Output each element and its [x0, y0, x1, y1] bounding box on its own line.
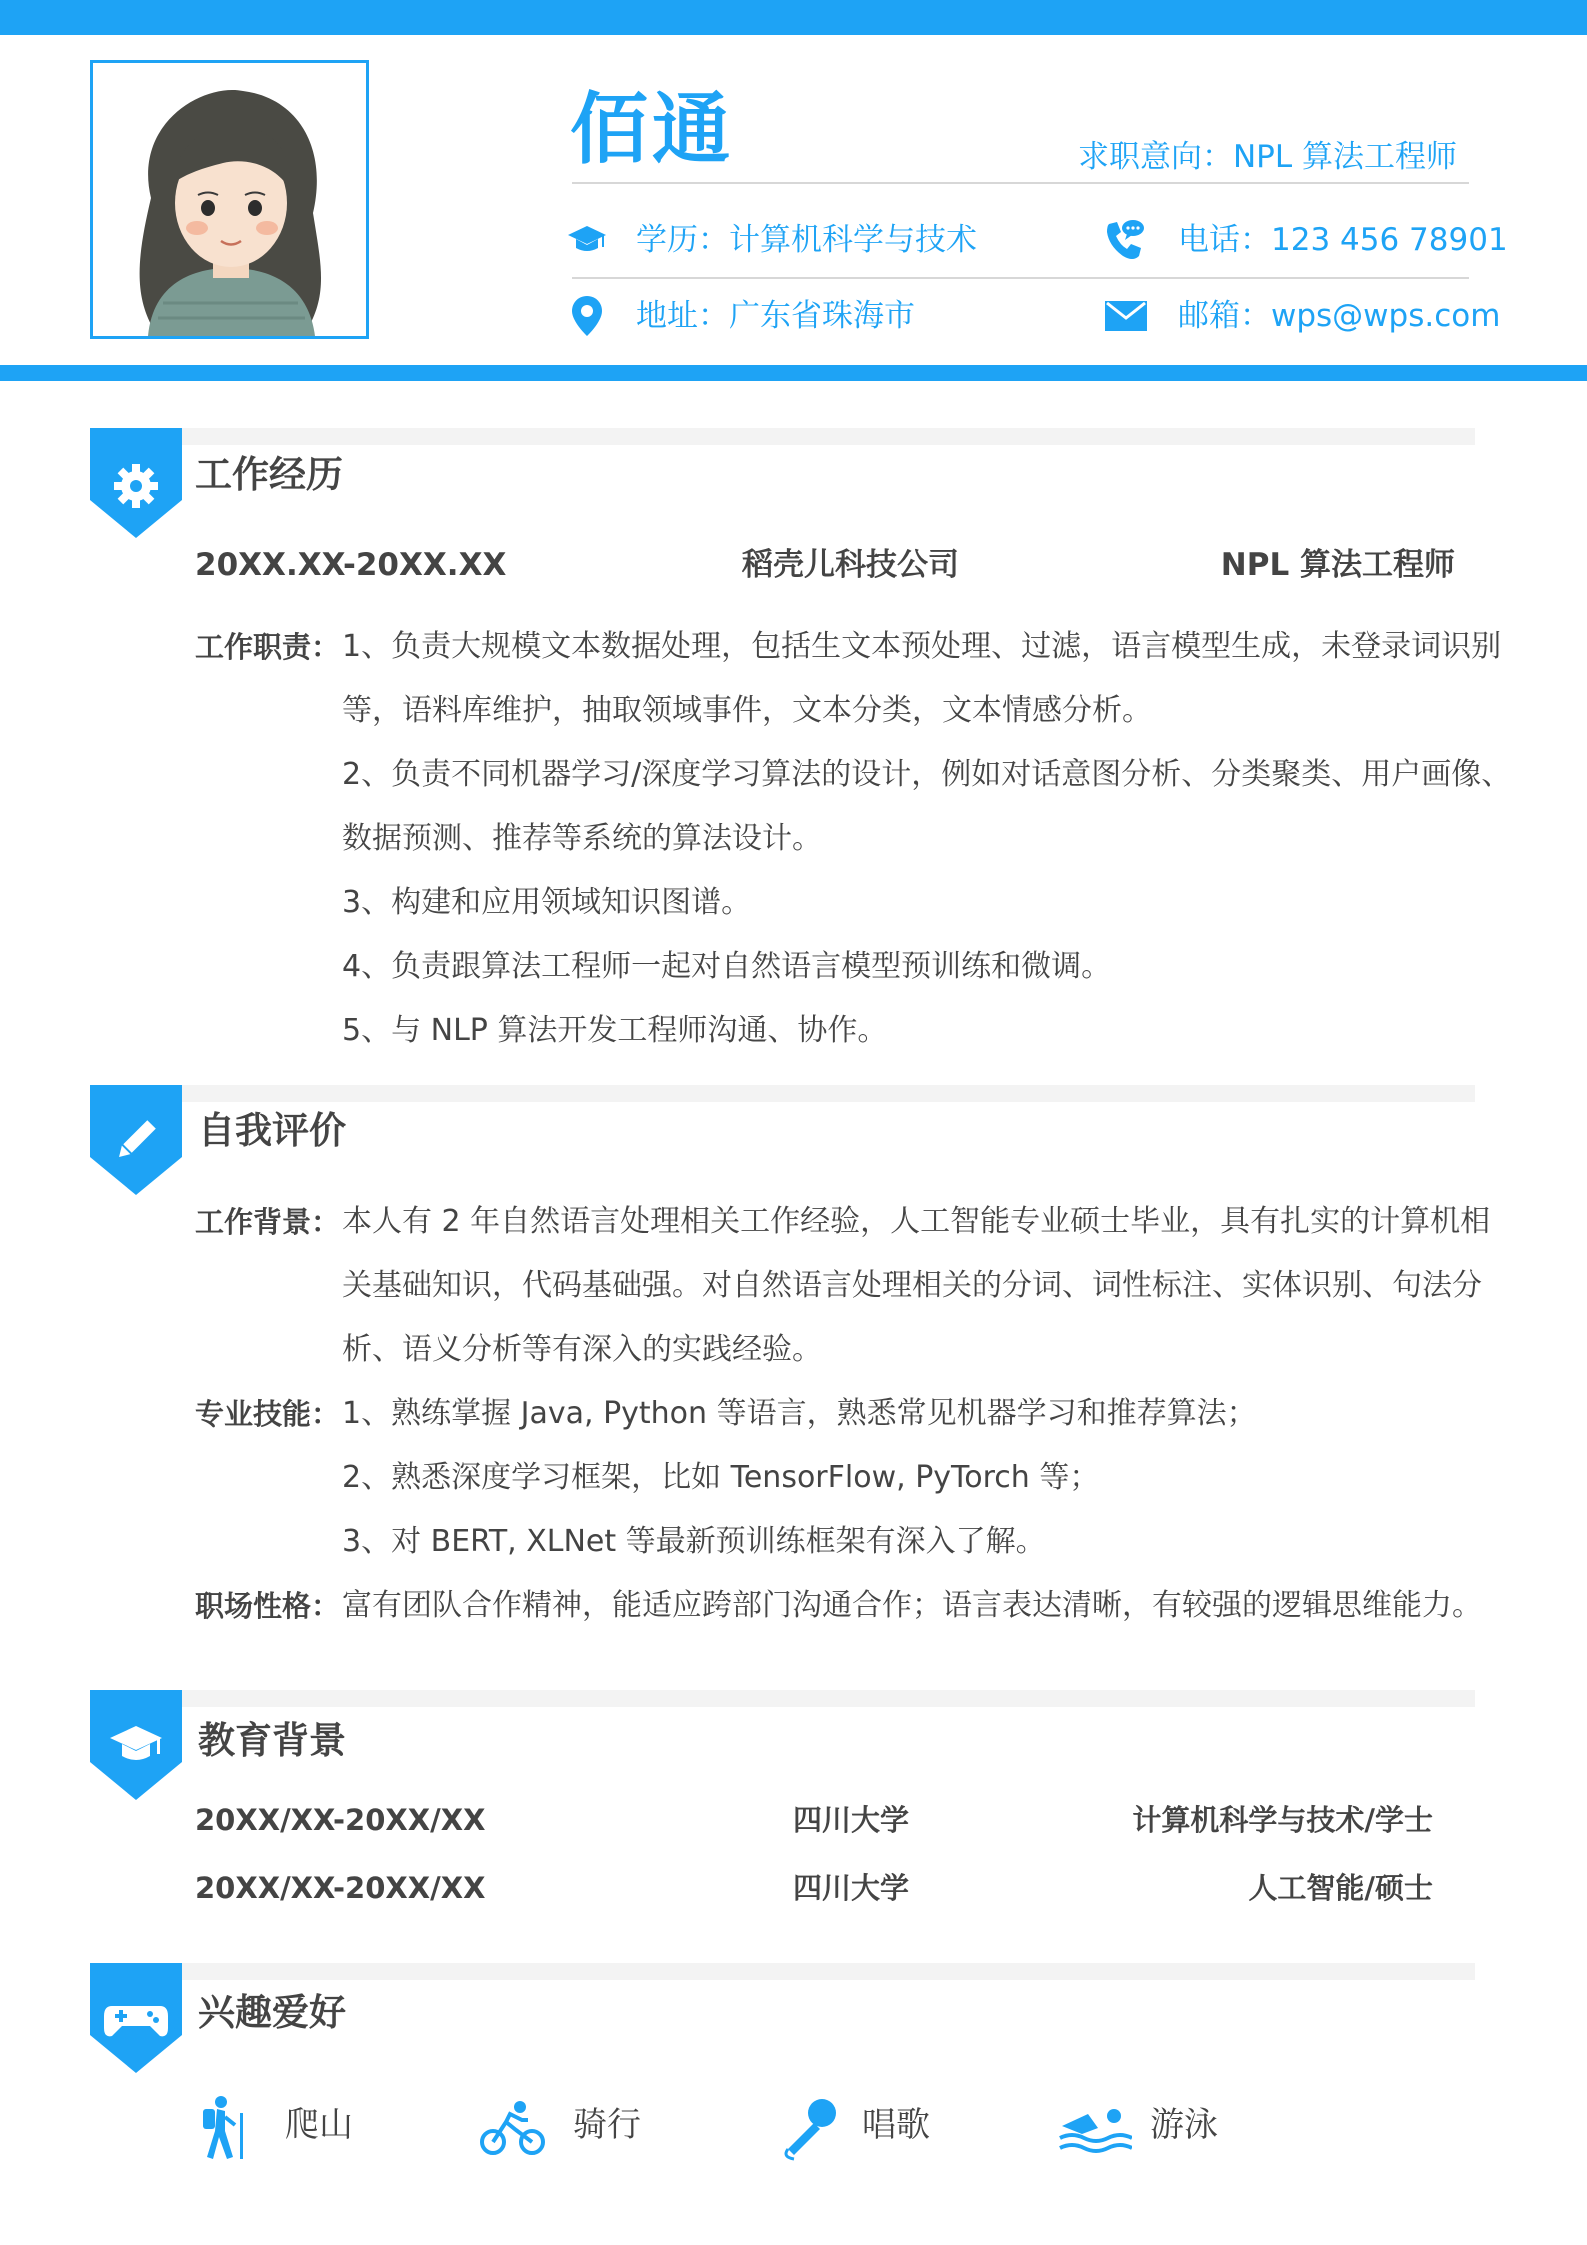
edu-degree: 计算机科学与技术/学士	[1132, 1803, 1433, 1837]
duty-line: 1、负责大规模文本数据处理，包括生文本预处理、过滤，语言模型生成，未登录词识别	[342, 629, 1502, 664]
personality-text: 富有团队合作精神，能适应跨部门沟通合作；语言表达清晰，有较强的逻辑思维能力。	[342, 1588, 1482, 1623]
section-bar-work	[90, 428, 1475, 445]
hobby-label: 唱歌	[862, 2105, 930, 2145]
section-badge-education	[90, 1690, 182, 1800]
edu-school: 四川大学	[793, 1803, 910, 1837]
skills-label: 专业技能：	[195, 1397, 341, 1431]
microphone-icon	[780, 2097, 840, 2161]
duty-line: 2、负责不同机器学习/深度学习算法的设计，例如对话意图分析、分类聚类、用户画像、	[342, 757, 1512, 792]
top-accent-bar	[0, 0, 1587, 35]
address-info: 地址：广东省珠海市	[636, 298, 915, 334]
section-bar-hobbies	[90, 1963, 1475, 1980]
work-period: 20XX.XX-20XX.XX	[195, 547, 507, 583]
edu-school: 四川大学	[793, 1871, 910, 1905]
hobby-label: 骑行	[573, 2105, 641, 2145]
duty-line: 3、构建和应用领域知识图谱。	[342, 885, 752, 920]
header-divider-1	[572, 182, 1469, 184]
cycling-icon	[480, 2100, 546, 2156]
gear-icon	[114, 464, 158, 508]
profile-photo	[90, 60, 369, 339]
hobby-label: 爬山	[285, 2105, 353, 2145]
phone-info: 电话：123 456 78901	[1178, 222, 1508, 258]
duty-label: 工作职责：	[195, 630, 341, 664]
email-info: 邮箱：wps@wps.com	[1178, 298, 1501, 334]
section-title-education: 教育背景	[198, 1719, 346, 1762]
skills-line: 2、熟悉深度学习框架，比如 TensorFlow, PyTorch 等；	[342, 1460, 1100, 1495]
location-pin-icon	[565, 294, 609, 338]
background-line: 析、语义分析等有深入的实践经验。	[342, 1332, 822, 1367]
duty-line: 4、负责跟算法工程师一起对自然语言模型预训练和微调。	[342, 949, 1112, 984]
avatar-illustration	[93, 63, 366, 336]
section-badge-self	[90, 1085, 182, 1195]
hiking-icon	[195, 2095, 255, 2161]
section-title-work: 工作经历	[195, 453, 343, 496]
personality-label: 职场性格：	[195, 1589, 341, 1623]
section-bar-self	[90, 1085, 1475, 1102]
skills-line: 3、对 BERT, XLNet 等最新预训练框架有深入了解。	[342, 1524, 1046, 1559]
mail-icon	[1104, 294, 1148, 338]
graduation-cap-icon	[565, 218, 609, 262]
swimming-icon	[1058, 2104, 1132, 2154]
candidate-name: 佰通	[570, 85, 735, 175]
background-label: 工作背景：	[195, 1205, 341, 1239]
duty-line: 5、与 NLP 算法开发工程师沟通、协作。	[342, 1013, 888, 1048]
education-info: 学历：计算机科学与技术	[636, 222, 977, 258]
section-title-hobbies: 兴趣爱好	[198, 1991, 346, 2034]
section-badge-hobbies	[90, 1963, 182, 2073]
background-line: 关基础知识，代码基础强。对自然语言处理相关的分词、词性标注、实体识别、句法分	[342, 1268, 1482, 1303]
section-bar-education	[90, 1690, 1475, 1707]
edu-degree: 人工智能/硕士	[1248, 1871, 1433, 1905]
background-line: 本人有 2 年自然语言处理相关工作经验，人工智能专业硕士毕业，具有扎实的计算机相	[342, 1204, 1491, 1239]
header-divider-2	[572, 277, 1469, 279]
header-accent-bar	[0, 365, 1587, 381]
phone-icon	[1102, 218, 1146, 262]
section-title-self: 自我评价	[198, 1109, 346, 1152]
work-company: 稻壳儿科技公司	[742, 547, 959, 583]
edu-period: 20XX/XX-20XX/XX	[195, 1803, 486, 1837]
skills-line: 1、熟练掌握 Java, Python 等语言，熟悉常见机器学习和推荐算法；	[342, 1396, 1257, 1431]
job-intent: 求职意向：NPL 算法工程师	[1077, 139, 1457, 175]
edu-period: 20XX/XX-20XX/XX	[195, 1871, 486, 1905]
duty-line: 等，语料库维护，抽取领域事件，文本分类，文本情感分析。	[342, 693, 1152, 728]
work-position: NPL 算法工程师	[1220, 547, 1455, 583]
hobby-label: 游泳	[1150, 2105, 1218, 2145]
section-badge-work	[90, 428, 182, 538]
duty-line: 数据预测、推荐等系统的算法设计。	[342, 821, 822, 856]
